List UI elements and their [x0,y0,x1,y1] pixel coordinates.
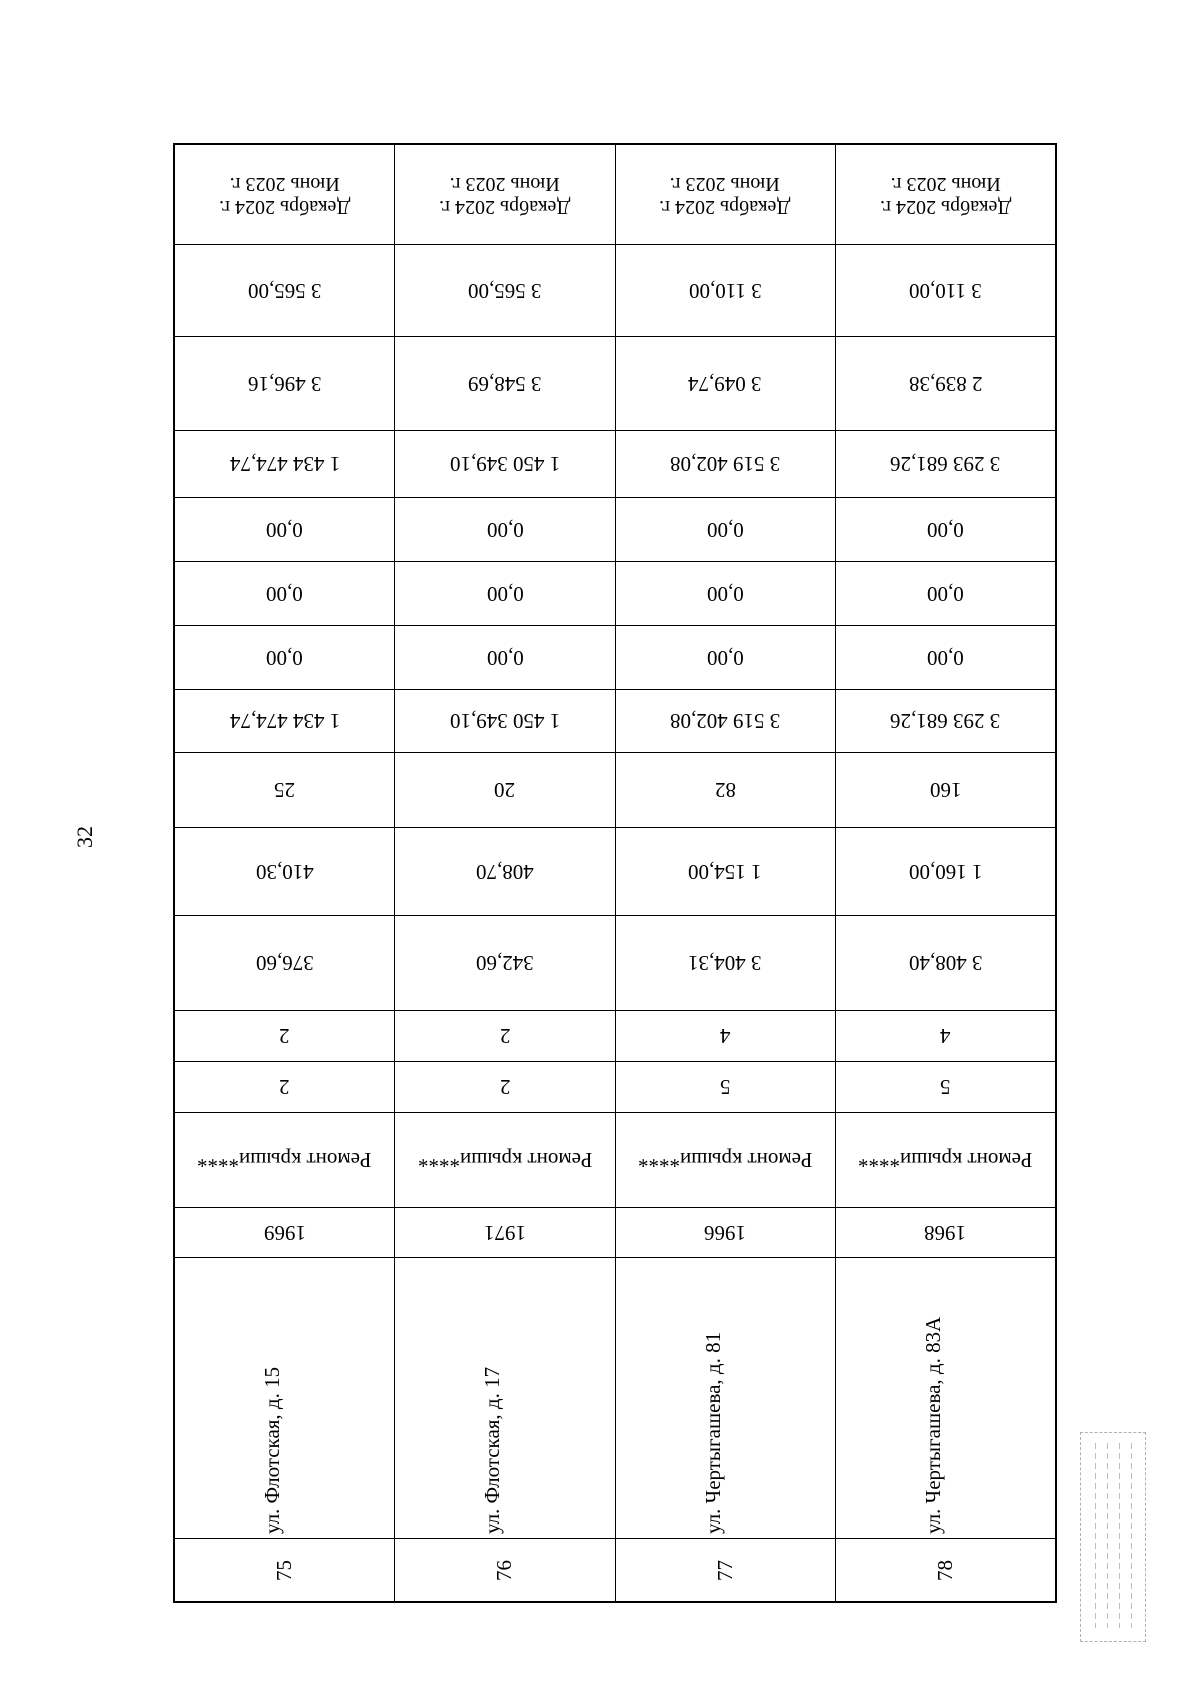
total-cost-cell: 1 450 349,10 [395,431,614,498]
date-start: Июнь 2023 г. [890,172,1001,195]
row-number-cell: 76 [492,1559,517,1581]
zero-cell: 0,00 [836,562,1055,626]
limit-cell: 3 565,00 [175,245,394,337]
zero-cell: 0,00 [836,498,1055,562]
people-cell: 20 [395,753,614,828]
area-cell: 3 404,31 [616,916,835,1011]
area-cell: 376,60 [175,916,394,1011]
total-cost-cell: 3 293 681,26 [836,431,1055,498]
date-cell [175,145,394,245]
year-cell: 1968 [836,1208,1055,1258]
date-cell [395,145,614,245]
date-end: Декабрь 2024 г. [879,195,1012,218]
zero-cell: 0,00 [836,626,1055,690]
unit-cost-cell: 2 839,38 [836,337,1055,431]
work-type-cell: Ремонт крыши**** [616,1113,835,1208]
people-cell: 160 [836,753,1055,828]
fund-cell: 1 434 474,74 [175,690,394,753]
unit-cost-cell: 3 049,74 [616,337,835,431]
row-number-cell: 78 [932,1559,957,1581]
date-cell [836,145,1055,245]
entrances-cell: 2 [175,1011,394,1062]
address-cell: ул. Чертыгашева, д. 81 [616,1258,835,1539]
area2-cell: 408,70 [395,828,614,916]
zero-cell: 0,00 [395,626,614,690]
date-start: Июнь 2023 г. [229,172,340,195]
fund-cell: 3 519 402,08 [616,690,835,753]
table-row [175,145,395,1601]
unit-cost-cell: 3 496,16 [175,337,394,431]
date-start: Июнь 2023 г. [670,172,781,195]
row-number-cell: 75 [272,1559,297,1581]
zero-cell: 0,00 [175,626,394,690]
total-cost-cell: 3 519 402,08 [616,431,835,498]
row-number-cell: 77 [712,1559,737,1581]
table-row [836,145,1055,1601]
address-cell: ул. Флотская, д. 17 [395,1258,614,1539]
floors-cell: 5 [836,1062,1055,1113]
area-cell: 342,60 [395,916,614,1011]
unit-cost-cell: 3 548,69 [395,337,614,431]
zero-cell: 0,00 [175,498,394,562]
zero-cell: 0,00 [616,498,835,562]
table-row [395,145,615,1601]
area-cell: 3 408,40 [836,916,1055,1011]
year-cell: 1966 [616,1208,835,1258]
work-type-cell: Ремонт крыши**** [395,1113,614,1208]
entrances-cell: 2 [395,1011,614,1062]
date-end: Декабрь 2024 г. [439,195,571,218]
year-cell: 1969 [175,1208,394,1258]
date-end: Декабрь 2024 г. [659,195,791,218]
entrances-cell: 4 [836,1011,1055,1062]
zero-cell: 0,00 [616,626,835,690]
entrances-cell: 4 [616,1011,835,1062]
zero-cell: 0,00 [175,562,394,626]
address-cell: ул. Флотская, д. 15 [175,1258,394,1539]
total-cost-cell: 1 434 474,74 [175,431,394,498]
floors-cell: 2 [175,1062,394,1113]
work-type-cell: Ремонт крыши**** [836,1113,1055,1208]
area2-cell: 410,30 [175,828,394,916]
area2-cell: 1 160,00 [836,828,1055,916]
year-cell: 1971 [395,1208,614,1258]
zero-cell: 0,00 [395,562,614,626]
zero-cell: 0,00 [395,498,614,562]
work-type-cell: Ремонт крыши**** [175,1113,394,1208]
page-number: 32 [72,826,97,848]
limit-cell: 3 110,00 [616,245,835,337]
date-cell [616,145,835,245]
date-end: Декабрь 2024 г. [218,195,351,218]
people-cell: 25 [175,753,394,828]
limit-cell: 3 565,00 [395,245,614,337]
fund-cell: 1 450 349,10 [395,690,614,753]
approval-stamp [1080,1432,1146,1642]
floors-cell: 5 [616,1062,835,1113]
fund-cell: 3 293 681,26 [836,690,1055,753]
limit-cell: 3 110,00 [836,245,1055,337]
people-cell: 82 [616,753,835,828]
area2-cell: 1 154,00 [616,828,835,916]
table-row [616,145,836,1601]
zero-cell: 0,00 [616,562,835,626]
floors-cell: 2 [395,1062,614,1113]
address-cell: ул. Чертыгашева, д. 83А [836,1258,1055,1539]
date-start: Июнь 2023 г. [449,172,560,195]
repair-table [173,143,1057,1603]
